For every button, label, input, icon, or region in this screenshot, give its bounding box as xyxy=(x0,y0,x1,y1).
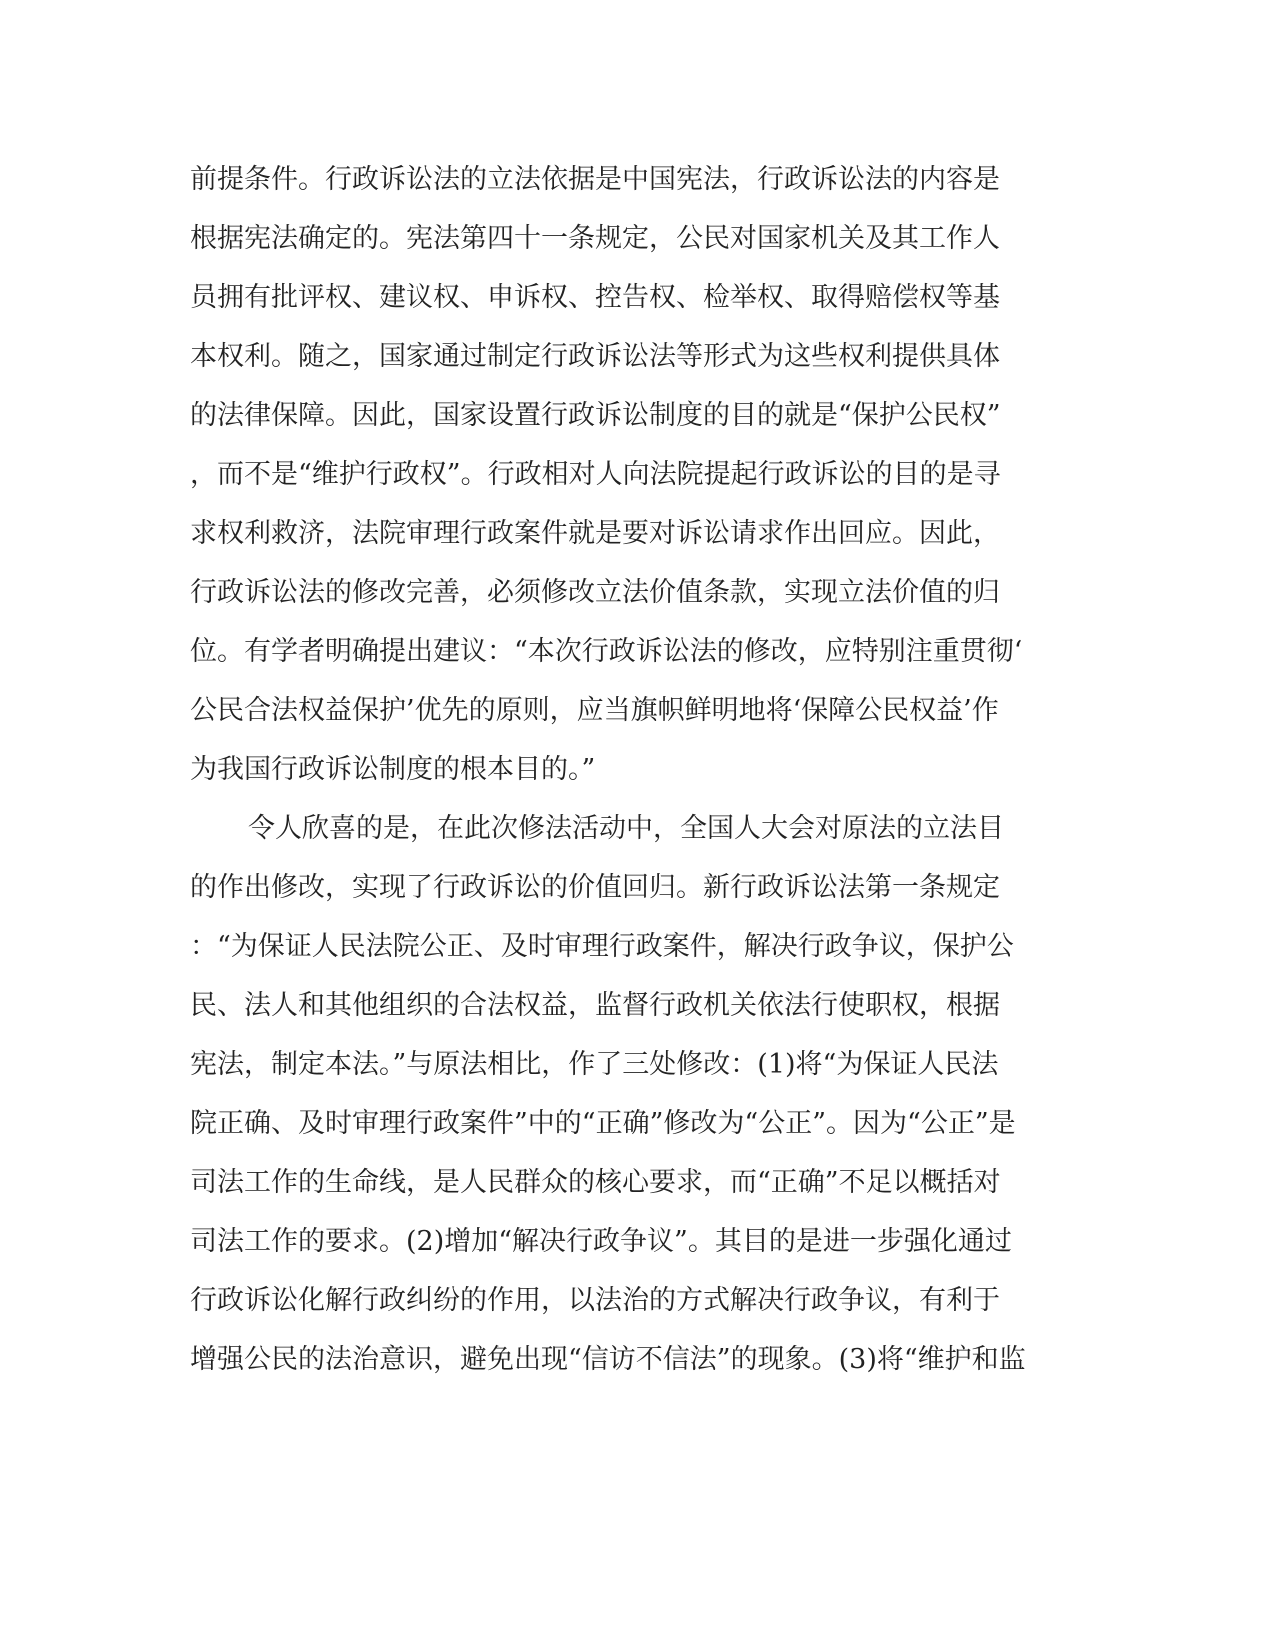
text-line: 行政诉讼化解行政纠纷的作用，以法治的方式解决行政争议，有利于 xyxy=(190,1285,1000,1316)
text-line: 公民合法权益保护’优先的原则，应当旗帜鲜明地将‘保障公民权益’作 xyxy=(190,695,999,726)
text-line: 民、法人和其他组织的合法权益，监督行政机关依法行使职权，根据 xyxy=(190,990,1000,1021)
text-line: 为我国行政诉讼制度的根本目的。” xyxy=(190,754,596,785)
text-line: 的作出修改，实现了行政诉讼的价值回归。新行政诉讼法第一条规定 xyxy=(190,872,1000,903)
text-line: 宪法，制定本法。”与原法相比，作了三处修改：(1)将“为保证人民法 xyxy=(190,1049,999,1080)
text-line: 行政诉讼法的修改完善，必须修改立法价值条款，实现立法价值的归 xyxy=(190,577,1000,608)
text-line: 的法律保障。因此，国家设置行政诉讼制度的目的就是“保护公民权” xyxy=(190,400,1001,431)
text-line: 司法工作的要求。(2)增加“解决行政争议”。其目的是进一步强化通过 xyxy=(190,1226,1012,1257)
text-line: 求权利救济，法院审理行政案件就是要对诉讼请求作出回应。因此， xyxy=(190,518,1000,549)
text-line: 根据宪法确定的。宪法第四十一条规定，公民对国家机关及其工作人 xyxy=(190,223,1000,254)
text-line: ，而不是“维护行政权”。行政相对人向法院提起行政诉讼的目的是寻 xyxy=(190,459,1001,490)
text-line: 员拥有批评权、建议权、申诉权、控告权、检举权、取得赔偿权等基 xyxy=(190,282,1000,313)
text-line: ：“为保证人民法院公正、及时审理行政案件，解决行政争议，保护公 xyxy=(190,931,1014,962)
text-line: 增强公民的法治意识，避免出现“信访不信法”的现象。(3)将“维护和监 xyxy=(190,1344,1026,1375)
text-line: 位。有学者明确提出建议：“本次行政诉讼法的修改，应特别注重贯彻‘ xyxy=(190,636,1023,667)
text-line: 司法工作的生命线，是人民群众的核心要求，而“正确”不足以概括对 xyxy=(190,1167,1001,1198)
paragraph-first-line: 令人欣喜的是，在此次修法活动中，全国人大会对原法的立法目 xyxy=(248,813,1004,844)
text-line: 前提条件。行政诉讼法的立法依据是中国宪法，行政诉讼法的内容是 xyxy=(190,164,1000,195)
text-line: 院正确、及时审理行政案件”中的“正确”修改为“公正”。因为“公正”是 xyxy=(190,1108,1016,1139)
text-line: 本权利。随之，国家通过制定行政诉讼法等形式为这些权利提供具体 xyxy=(190,341,1000,372)
